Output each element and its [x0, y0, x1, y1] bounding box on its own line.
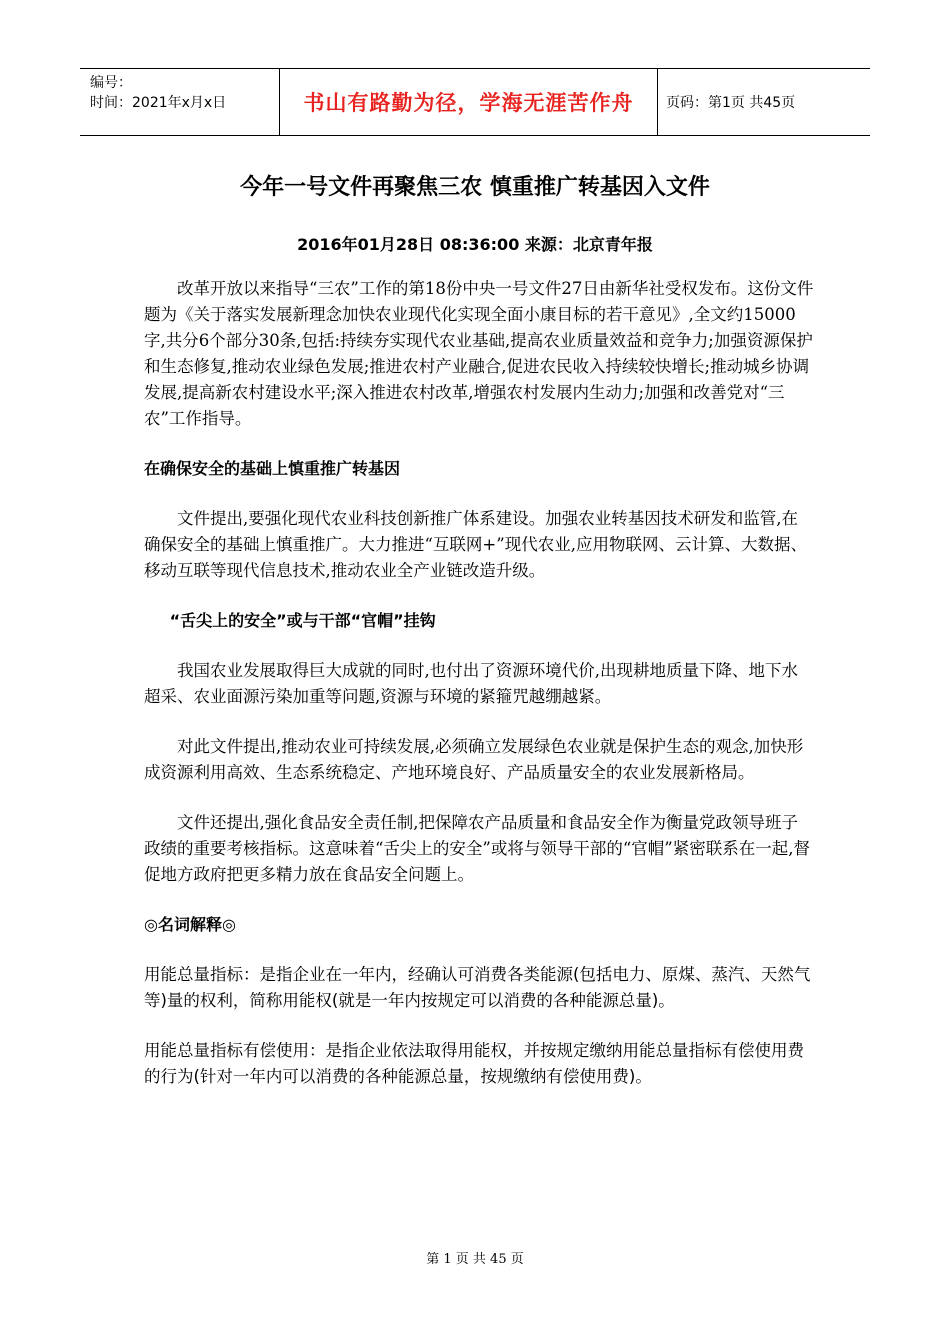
paragraph-3: 我国农业发展取得巨大成就的同时,也付出了资源环境代价,出现耕地质量下降、地下水超采、农业面源污染加重等问题,资源与环境的紧箍咒越绷越紧。 [144, 661, 798, 706]
time-label: 时间：2021年x月x日 [90, 95, 227, 111]
article-body [144, 276, 814, 1090]
section-heading-2: “舌尖上的安全”或与干部“官帽”挂钩 [169, 611, 436, 630]
paragraph-7: 用能总量指标有偿使用：是指企业依法取得用能权，并按规定缴纳用能总量指标有偿使用费的行为(针对一年内可以消费的各种能源总量，按规缴纳有偿使用费)。 [144, 1041, 804, 1086]
article-title: 今年一号文件再聚焦三农 慎重推广转基因入文件 [240, 175, 710, 200]
paragraph-1: 改革开放以来指导“三农”工作的第18份中央一号文件27日由新华社受权发布。这份文件题为《关于落实发展新理念加快农业现代化实现全面小康目标的若干意见》,全文约15000字,共分6个部分30条,包括:持续夯实现代农业基础,提高农业质量效益和竞争力;加强资源保护和生态修复,推动农业绿色发展;推进农村产业融合,促进农民收入持续较快增长;推动城乡协调发展,提高新农村建设水平;深入推进农村改革,增强农村发展内生动力;加强和改善党对“三农”工作指导。 [144, 279, 814, 428]
section-heading-1: 在确保安全的基础上慎重推广转基因 [144, 459, 401, 478]
paragraph-5: 文件还提出,强化食品安全责任制,把保障农产品质量和食品安全作为衡量党政领导班子政绩的重要考核指标。这意味着“舌尖上的安全”或将与领导干部的“官帽”紧密联系在一起,督促地方政府把更多精力放在食品安全问题上。 [144, 813, 810, 884]
paragraph-2: 文件提出,要强化现代农业科技创新推广体系建设。加强农业转基因技术研发和监管,在确保安全的基础上慎重推广。大力推进“互联网+”现代农业,应用物联网、云计算、大数据、移动互联等现代信息技术,推动农业全产业链改造升级。 [144, 509, 807, 580]
page-footer: 第 1 页 共 45 页 [426, 1252, 524, 1267]
page-header [80, 68, 870, 136]
number-label: 编号： [90, 75, 132, 91]
page-label: 页码：第1页 共45页 [666, 95, 796, 111]
paragraph-6: 用能总量指标：是指企业在一年内，经确认可消费各类能源(包括电力、原煤、蒸汽、天然气等)量的权利，简称用能权(就是一年内按规定可以消费的各种能源总量)。 [144, 965, 811, 1010]
header-motto-cell [280, 69, 658, 135]
section-heading-3: ◎名词解释◎ [144, 915, 236, 934]
header-page-cell [658, 69, 870, 135]
header-info [80, 69, 280, 135]
motto-text: 书山有路勤为径，学海无涯苦作舟 [303, 90, 634, 115]
paragraph-4: 对此文件提出,推动农业可持续发展,必须确立发展绿色农业就是保护生态的观念,加快形成资源利用高效、生态系统稳定、产地环境良好、产品质量安全的农业发展新格局。 [144, 737, 804, 782]
article-meta: 2016年01月28日 08:36:00 来源：北京青年报 [297, 235, 653, 254]
